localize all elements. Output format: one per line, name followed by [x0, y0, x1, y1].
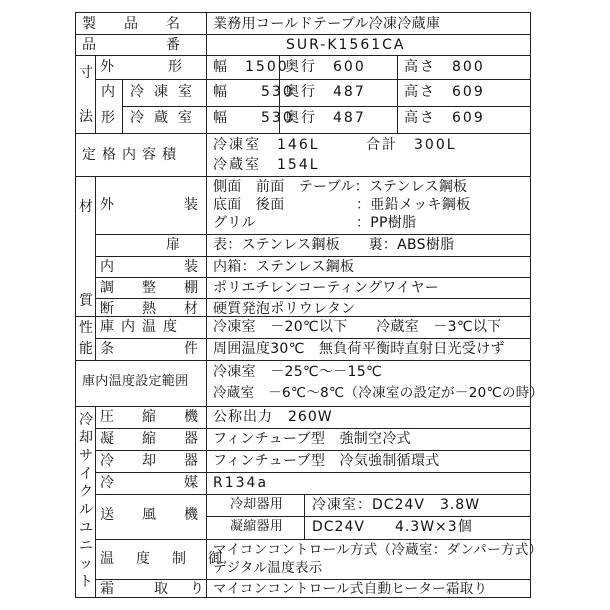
- condenser-label: 凝 縮 器: [100, 431, 205, 447]
- material-label-bottom: 質: [79, 293, 93, 309]
- spec-table: [75, 12, 544, 598]
- cooling-char: 冷: [79, 412, 93, 428]
- product-name-value: 業務用コールドテーブル冷凍冷蔵庫: [213, 16, 441, 32]
- cooling-char: ト: [79, 574, 93, 590]
- defrost-label: 霜 取 り: [100, 581, 208, 597]
- door-value: 表：ステンレス鋼板 裏：ABS樹脂: [213, 237, 455, 253]
- setting-label: 庫内温度設定範囲: [82, 374, 189, 389]
- cooling-char: イ: [79, 466, 93, 482]
- capacity-total: 合計 300L: [366, 137, 457, 153]
- freezer-label: 冷凍室: [130, 84, 202, 100]
- control-label: 温 度 制 御: [100, 551, 226, 567]
- exterior-line-2: 底面 後面 ：亜鉛メッキ鋼板: [213, 197, 471, 213]
- model-number: SUR-K1561CA: [286, 37, 406, 53]
- performance-label-top: 性: [79, 320, 93, 336]
- capacity-freezer: 冷凍室 146L: [213, 137, 320, 153]
- interior-value: 内箱：ステンレス鋼板: [213, 259, 355, 275]
- shelf-label: 調 整 棚: [100, 280, 205, 296]
- freezer-width: 幅 530: [213, 84, 294, 100]
- cooling-char: ッ: [79, 556, 93, 572]
- material-label-top: 材: [79, 199, 93, 215]
- evaporator-label: 冷 却 器: [100, 453, 205, 469]
- capacity-fridge: 冷蔵室 154L: [213, 157, 320, 173]
- setting-line-1: 冷凍室 －25℃～－15℃: [213, 364, 382, 380]
- performance-label-bottom: 能: [79, 341, 93, 357]
- fridge-label: 冷蔵室: [130, 110, 202, 126]
- control-line-1: マイコンコントロール方式（冷蔵室：ダンパー方式）: [213, 542, 543, 558]
- dimensions-label-bottom: 法: [79, 109, 93, 125]
- outer-height: 高さ 800: [404, 59, 485, 75]
- cooling-char: ル: [79, 502, 93, 518]
- evaporator-value: フィンチューブ型 冷気強制循環式: [213, 453, 440, 469]
- cooling-char: ク: [79, 484, 93, 500]
- freezer-depth: 奥行 487: [285, 84, 366, 100]
- insulation-label: 断 熱 材: [100, 301, 205, 317]
- fan-evaporator-label: 冷却器用: [230, 497, 284, 512]
- cooling-char: ユ: [79, 520, 93, 536]
- setting-line-2: 冷蔵室 －6℃～8℃（冷凍室の設定が－20℃の時）: [213, 385, 544, 401]
- temp-value: 冷凍室 －20℃以下 冷蔵室 －3℃以下: [213, 319, 502, 335]
- cooling-char: 却: [79, 430, 93, 446]
- interior-label: 内 装: [100, 259, 205, 275]
- door-label: 扉: [166, 237, 181, 253]
- insulation-value: 硬質発泡ポリウレタン: [213, 301, 356, 317]
- cooling-char: サ: [79, 448, 93, 464]
- product-name-label: 製 品 名: [82, 16, 187, 32]
- compressor-value: 公称出力 260W: [213, 409, 333, 425]
- defrost-value: マイコンコントロール式自動ヒーター霜取り: [213, 581, 488, 597]
- inner-label-b: 形: [101, 110, 116, 126]
- condition-label: 条 件: [100, 341, 205, 357]
- exterior-line-3: グリル ：PP樹脂: [213, 215, 417, 231]
- freezer-height: 高さ 609: [404, 84, 485, 100]
- model-label: 品 番: [82, 37, 187, 53]
- shelf-value: ポリエチレンコーティングワイヤー: [213, 280, 440, 296]
- refrigerant-value: R134a: [213, 475, 269, 491]
- fan-condenser-label: 凝縮器用: [230, 519, 284, 534]
- refrigerant-label: 冷 媒: [100, 475, 205, 491]
- fridge-depth: 奥行 487: [285, 110, 366, 126]
- control-line-2: デジタル温度表示: [213, 560, 323, 576]
- exterior-label: 外 装: [100, 197, 205, 213]
- capacity-label: 定格内容積: [82, 147, 182, 163]
- exterior-line-1: 側面 前面 テーブル：ステンレス鋼板: [213, 179, 468, 195]
- fan-condenser-value: DC24V 4.3W×3個: [312, 519, 473, 535]
- temp-label: 庫内温度: [100, 319, 184, 335]
- dimensions-label-top: 寸: [79, 65, 93, 81]
- outer-label: 外 形: [100, 59, 185, 75]
- fan-label: 送 風 機: [100, 507, 205, 523]
- condenser-value: フィンチューブ型 強制空冷式: [213, 431, 411, 447]
- inner-label-a: 内: [101, 84, 116, 100]
- outer-depth: 奥行 600: [285, 59, 366, 75]
- fridge-height: 高さ 609: [404, 110, 485, 126]
- compressor-label: 圧 縮 機: [100, 409, 205, 425]
- cooling-char: ニ: [79, 538, 93, 554]
- condition-value: 周囲温度30℃ 無負荷平衡時直射日光受けず: [213, 341, 505, 357]
- fan-evaporator-value: 冷凍室：DC24V 3.8W: [312, 497, 481, 513]
- fridge-width: 幅 530: [213, 110, 294, 126]
- outer-width: 幅 1500: [213, 59, 289, 75]
